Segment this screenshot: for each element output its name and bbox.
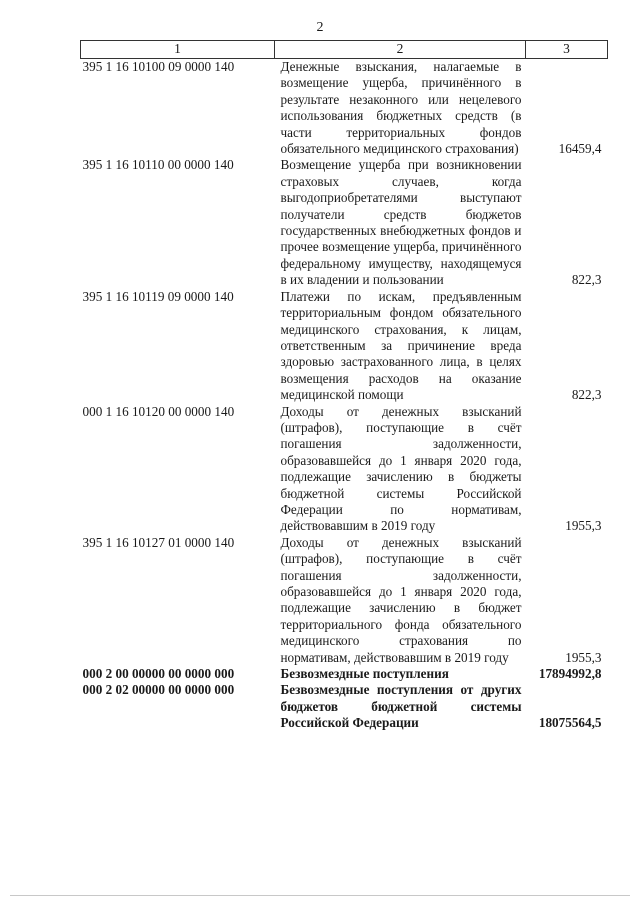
table-header-row <box>81 41 608 59</box>
row-amount: 17894992,8 <box>538 666 602 682</box>
row-amount: 18075564,5 <box>538 715 602 731</box>
row-name: Денежные взыскания, налагаемые в возмещение ущерба, причинённого в результате незаконного или нецелевого использования бюджетных средств (в части территориальных фондов обязательного медицинского страхования) <box>280 59 522 157</box>
row-name: Безвозмездные поступления <box>280 666 449 682</box>
table-row <box>81 289 608 404</box>
budget-revenue-table <box>80 40 608 732</box>
row-name: Безвозмездные поступления от других бюджетов бюджетной системы Российской Федерации <box>280 682 522 731</box>
table-row <box>81 535 608 666</box>
row-code: 000 1 16 10120 00 0000 140 <box>82 403 235 419</box>
row-code: 395 1 16 10119 09 0000 140 <box>82 288 234 304</box>
row-name: Платежи по искам, предъявленным территориальным фондом обязательного медицинского страхования, к лицам, ответственным за причинение вреда здоровью застрахованного лица, в целях возмещения расходов на оказание медицинской помощи <box>280 288 522 403</box>
page-bottom-divider <box>10 895 630 896</box>
row-code: 000 2 02 00000 00 0000 000 <box>82 682 235 698</box>
table-row <box>81 59 608 158</box>
row-name: Возмещение ущерба при возникновении страховых случаев, когда выгодоприобретателями выступают получатели средств бюджетов государственных внебюджетных фондов и прочее возмещение ущерба, причинённого федеральному имуществу, находящемуся в их владении и пользовании <box>280 157 522 288</box>
table-row <box>81 404 608 535</box>
row-code: 000 2 00 00000 00 0000 000 <box>82 666 235 682</box>
row-name: Доходы от денежных взысканий (штрафов), поступающие в счёт погашения задолженности, образовавшейся до 1 января 2020 года, подлежащие зачислению в бюджет территориального фонда обязательного медицинского страхования по нормативам, действовавшим в 2019 году <box>280 534 522 665</box>
row-name: Доходы от денежных взысканий (штрафов), поступающие в счёт погашения задолженности, образовавшейся до 1 января 2020 года, подлежащие зачислению в бюджеты бюджетной системы Российской Федерации по нормативам, действовавшим в 2019 году <box>280 403 522 534</box>
row-code: 395 1 16 10100 09 0000 140 <box>82 59 235 74</box>
row-amount: 16459,4 <box>558 141 602 157</box>
row-amount: 1955,3 <box>565 649 602 665</box>
table-row <box>81 157 608 288</box>
table-row-total <box>81 666 608 682</box>
column-header-name: 2 <box>275 41 526 59</box>
row-code: 395 1 16 10127 01 0000 140 <box>82 534 235 550</box>
column-header-code: 1 <box>81 41 275 59</box>
row-amount: 822,3 <box>571 387 602 403</box>
row-amount: 1955,3 <box>565 518 602 534</box>
row-code: 395 1 16 10110 00 0000 140 <box>82 157 234 173</box>
table-row-total <box>81 682 608 731</box>
page-number: 2 <box>316 20 324 35</box>
column-header-amount: 3 <box>526 41 608 59</box>
row-amount: 822,3 <box>571 272 602 288</box>
